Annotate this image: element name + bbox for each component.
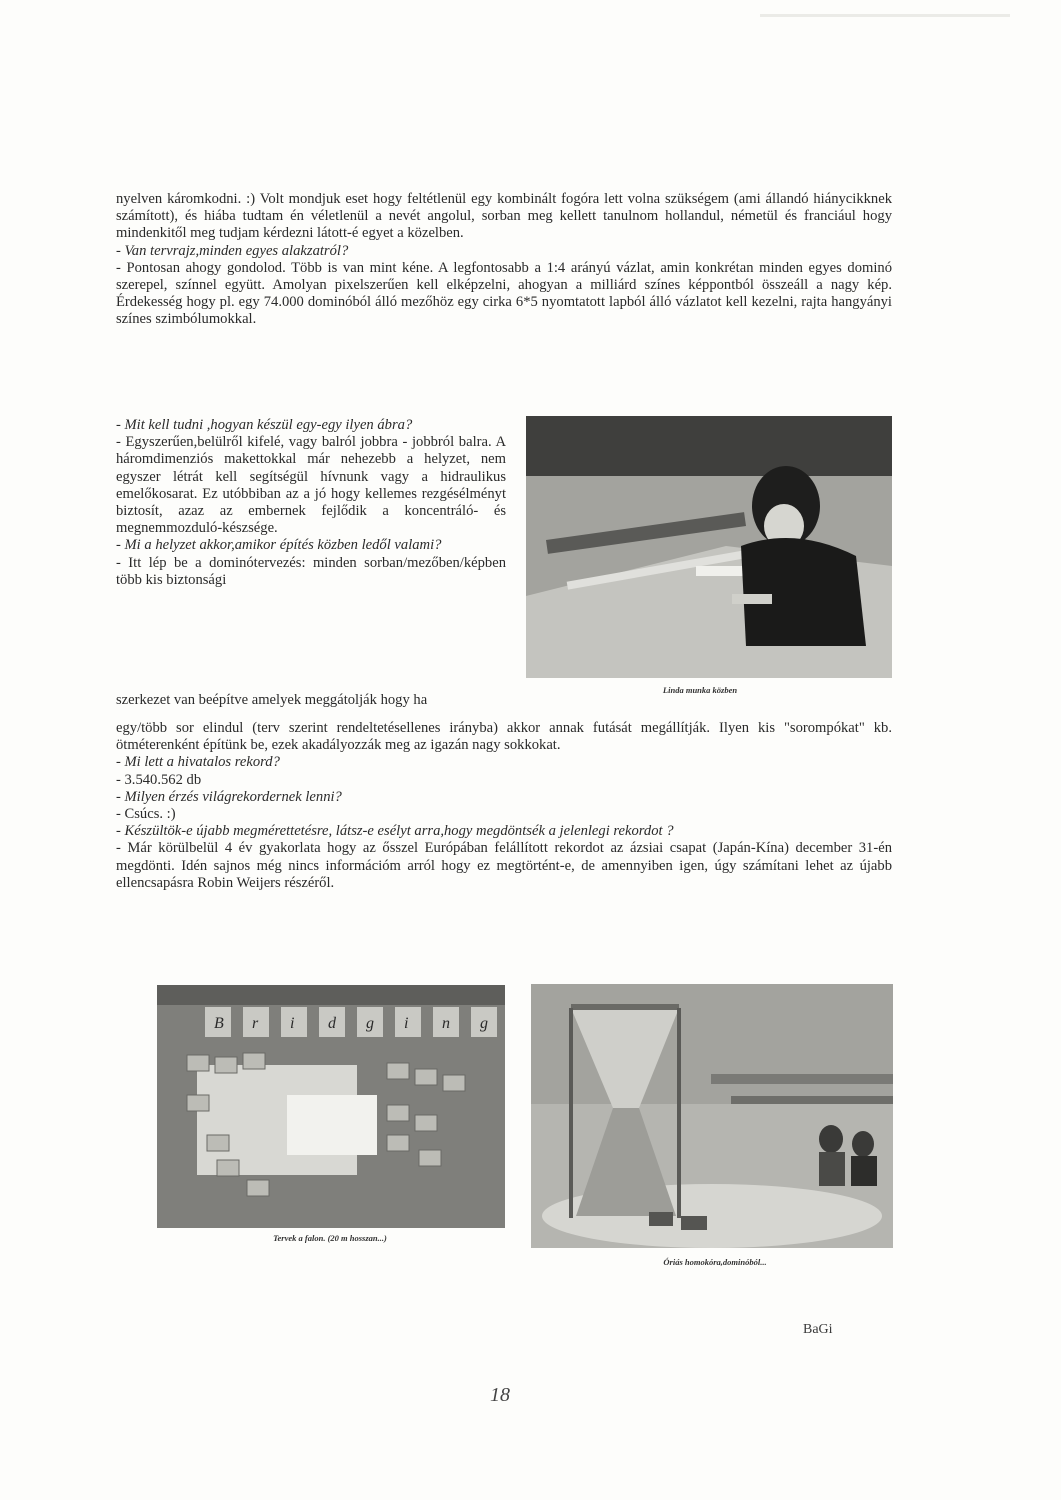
interview-answer: - Itt lép be a dominótervezés: minden sorban/mezőben/képben több kis biztonsági	[116, 554, 506, 588]
text-block-bottom	[116, 720, 892, 892]
interview-question: - Milyen érzés világrekordernek lenni?	[116, 788, 342, 805]
photo-wall-illustration	[157, 985, 505, 1228]
wall-letter: r	[252, 1015, 259, 1032]
author-signature: BaGi	[803, 1322, 833, 1337]
photo-plans-on-wall	[157, 985, 505, 1228]
wall-letter: i	[404, 1015, 409, 1032]
wall-letter: g	[366, 1015, 374, 1032]
interview-question: - Készültök-e újabb megmérettetésre, látsz-e esélyt arra,hogy megdöntsék a jelenlegi rekordot ?	[116, 823, 674, 840]
interview-answer: - Már körülbelül 4 év gyakorlata hogy az ősszel Európában felállított rekordot az ázsiai csapat (Japán-Kína) december 31-én megdönti. Idén sajnos még nincs információm arról hogy ez megtörtént-e, de amennyiben igen, úgy számítani lehet az újabb ellencsapásra Robin Weijers részéről.	[116, 840, 892, 891]
wall-letter: g	[480, 1015, 488, 1032]
photo-domino-hourglass	[531, 984, 893, 1248]
caption-hourglass: Óriás homokóra,dominóból...	[663, 1257, 767, 1267]
wall-letter: i	[290, 1015, 295, 1032]
text-block-left-column	[116, 417, 506, 589]
continue-line: szerkezet van beépítve amelyek meggátolják hogy ha	[116, 692, 428, 708]
caption-wall: Tervek a falon. (20 m hosszan...)	[273, 1233, 387, 1243]
photo-hourglass-illustration	[531, 984, 893, 1248]
wall-letter: B	[214, 1015, 224, 1032]
interview-answer: egy/több sor elindul (terv szerint rendeltetésellenes irányba) akkor annak futását megállítják. Ilyen kis "sorompókat" kb. ötméterenként építünk be, ezek akadályozzák meg az igazán nagy sokkokat.	[116, 720, 892, 754]
photo-linda-working	[526, 416, 892, 678]
interview-answer: - Egyszerűen,belülről kifelé, vagy balról jobbra - jobbról balra. A háromdimenziós makettokkal már nehezebb a helyzet, nem egyszer létrát kell segítségül hívnunk vagy a hidraulikus emelőkosarat. Ez utóbbiban az a jó hogy kellemes rezgésélményt biztosít, azaz az embernek fejlődik a koncentráló- és megnemmozduló-készsége.	[116, 434, 506, 537]
interview-answer: - Csúcs. :)	[116, 806, 176, 823]
caption-linda: Linda munka közben	[662, 685, 738, 695]
scan-artifact-top	[760, 14, 1010, 17]
text-line-continue	[116, 692, 892, 709]
interview-answer: - 3.540.562 db	[116, 771, 202, 788]
interview-question: - Mi lett a hivatalos rekord?	[116, 754, 280, 771]
interview-question: - Mi a helyzet akkor,amikor építés közben ledől valami?	[116, 537, 442, 554]
text-block-top	[116, 191, 892, 329]
wall-letter: d	[328, 1015, 336, 1032]
interview-question: - Van tervrajz,minden egyes alakzatról?	[116, 242, 349, 259]
photo-linda-illustration	[526, 416, 892, 678]
page-number: 18	[490, 1384, 510, 1406]
interview-answer: nyelven káromkodni. :) Volt mondjuk eset hogy feltétlenül egy kombinált fogóra lett volna szükségem (ami állandó hiánycikknek számított), és hiába tudtam én véletlenül a nevét angolul, sorban meg kellett tanulnom hollandul, németül és franciául hogy mindenkitől meg tudjam kérdezni látott-é egyet a közelben.	[116, 191, 892, 242]
wall-letter: n	[442, 1015, 450, 1032]
interview-answer: - Pontosan ahogy gondolod. Több is van mint kéne. A legfontosabb a 1:4 arányú vázlat, amin konkrétan minden egyes dominó szerepel, színnel együtt. Amolyan pixelszerűen kell elképzelni, ahogyan a milliárd színes képpontból összeáll a nagy kép. Érdekesség hogy pl. egy 74.000 dominóból álló mezőhöz egy cirka 6*5 nyomtatott lapból álló vázlatot kell kezelni, rajta hangyányi színes szimbólumokkal.	[116, 259, 892, 328]
interview-question: - Mit kell tudni ,hogyan készül egy-egy ilyen ábra?	[116, 417, 413, 433]
